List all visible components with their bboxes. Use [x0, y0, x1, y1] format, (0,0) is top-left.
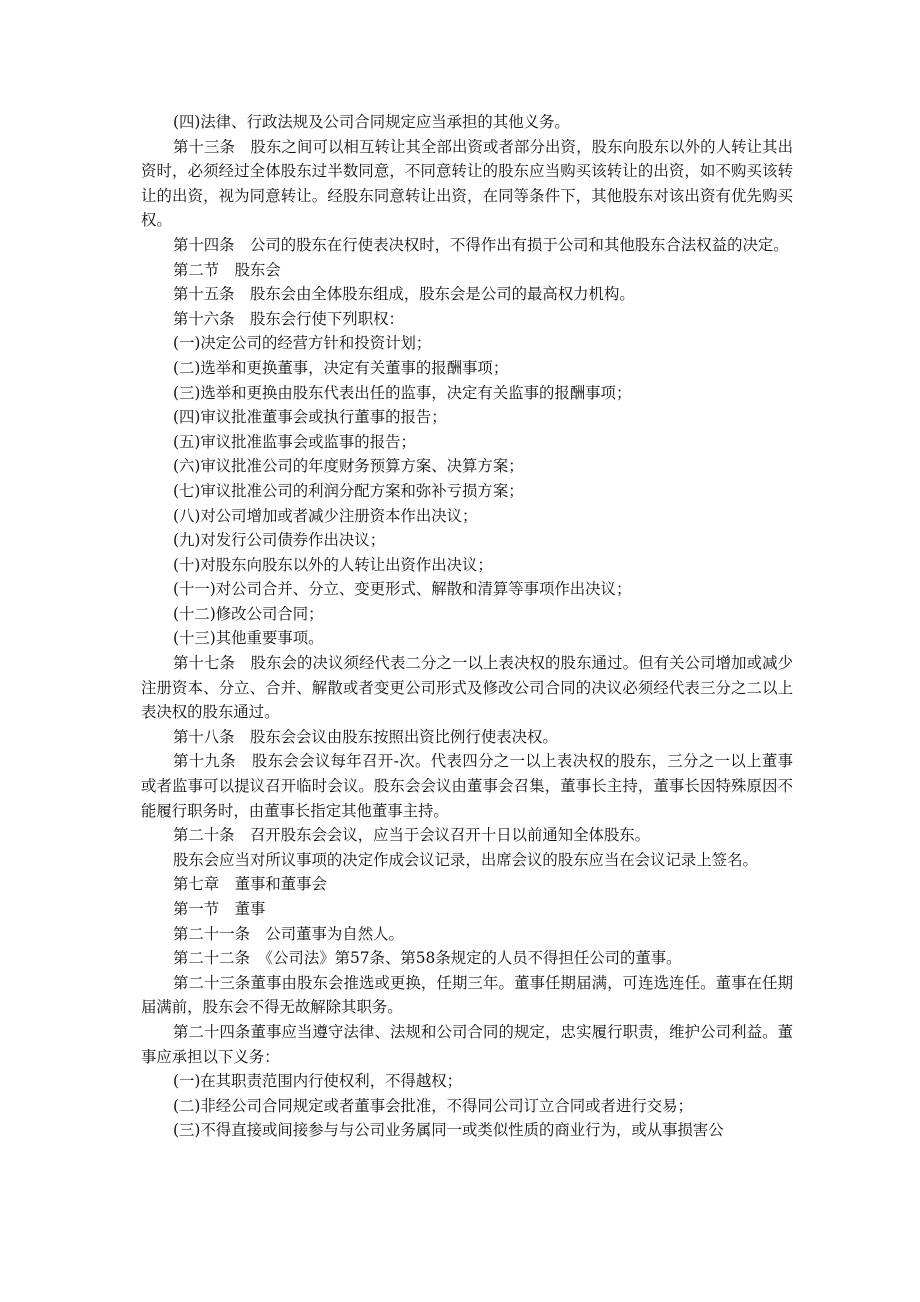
paragraph: 股东会应当对所议事项的决定作成会议记录，出席会议的股东应当在会议记录上签名。	[173, 850, 758, 869]
list-item: (五)审议批准监事会或监事的报告；	[173, 432, 416, 451]
paragraph: 第十九条 股东会会议每年召开-次。代表四分之一以上表决权的股东，三分之一以上董事或者监事可以提议召开临时会议。股东会会议由董事会召集，董事长主持，董事长因特殊原因不能履行职务时，由董事长指定其他董事主持。	[141, 752, 793, 820]
list-item: (七)审议批准公司的利润分配方案和弥补亏损方案；	[173, 481, 524, 500]
paragraph: 第十五条 股东会由全体股东组成，股东会是公司的最高权力机构。	[173, 285, 635, 304]
paragraph: (四)法律、行政法规及公司合同规定应当承担的其他义务。	[173, 113, 570, 131]
list-item: (八)对公司增加或者减少注册资本作出决议；	[173, 506, 478, 525]
chapter-heading: 第七章 董事和董事会	[173, 875, 327, 894]
list-item: (二)非经公司合同规定或者董事会批准，不得同公司订立合同或者进行交易；	[173, 1096, 693, 1115]
list-item: (十)对股东向股东以外的人转让出资作出决议；	[173, 555, 493, 574]
section-heading: 第一节 董事	[173, 900, 266, 918]
list-item: (九)对发行公司债券作出决议；	[173, 531, 386, 550]
paragraph: 第二十四条董事应当遵守法律、法规和公司合同的规定，忠实履行职责，维护公司利益。董事应承担以下义务：	[141, 1022, 793, 1066]
paragraph: 第二十二条 《公司法》第57条、第58条规定的人员不得担任公司的董事。	[173, 949, 682, 968]
paragraph: 第十七条 股东会的决议须经代表二分之一以上表决权的股东通过。但有关公司增加或减少注册资本、分立、合并、解散或者变更公司形式及修改公司合同的决议必须经代表三分之二以上表决权的股东通过。	[141, 654, 793, 722]
list-item: (三)选举和更换由股东代表出任的监事，决定有关监事的报酬事项；	[173, 383, 632, 402]
section-heading: 第二节 股东会	[173, 260, 281, 279]
paragraph: 第十四条 公司的股东在行使表决权时，不得作出有损于公司和其他股东合法权益的决定。	[173, 235, 789, 254]
list-item: (十一)对公司合并、分立、变更形式、解散和清算等事项作出决议；	[173, 580, 632, 599]
list-item: (十三)其他重要事项。	[173, 629, 324, 648]
paragraph: 第二十三条董事由股东会推选或更换，任期三年。董事任期届满，可连选连任。董事在任期届满前，股东会不得无故解除其职务。	[141, 973, 793, 1017]
document-body	[141, 110, 793, 1143]
list-item: (十二)修改公司合同；	[173, 604, 324, 623]
paragraph: 第二十一条 公司董事为自然人。	[173, 924, 404, 943]
list-item: (六)审议批准公司的年度财务预算方案、决算方案；	[173, 457, 524, 476]
list-item: (二)选举和更换董事，决定有关董事的报酬事项；	[173, 358, 509, 377]
paragraph: 第二十条 召开股东会会议，应当于会议召开十日以前通知全体股东。	[173, 826, 651, 845]
list-item: (一)决定公司的经营方针和投资计划；	[173, 334, 432, 353]
list-item: (四)审议批准董事会或执行董事的报告；	[173, 408, 447, 427]
paragraph: 第十八条 股东会会议由股东按照出资比例行使表决权。	[173, 727, 558, 746]
paragraph: 第十三条 股东之间可以相互转让其全部出资或者部分出资，股东向股东以外的人转让其出资时，必须经过全体股东过半数同意，不同意转让的股东应当购买该转让的出资，如不购买该转让的出资，视为同意转让。经股东同意转让出资，在同等条件下，其他股东对该出资有优先购买权。	[141, 137, 793, 230]
list-item: (一)在其职责范围内行使权利，不得越权；	[173, 1072, 463, 1091]
list-item: (三)不得直接或间接参与与公司业务属同一或类似性质的商业行为，或从事损害公	[173, 1121, 724, 1140]
paragraph: 第十六条 股东会行使下列职权：	[173, 309, 404, 328]
